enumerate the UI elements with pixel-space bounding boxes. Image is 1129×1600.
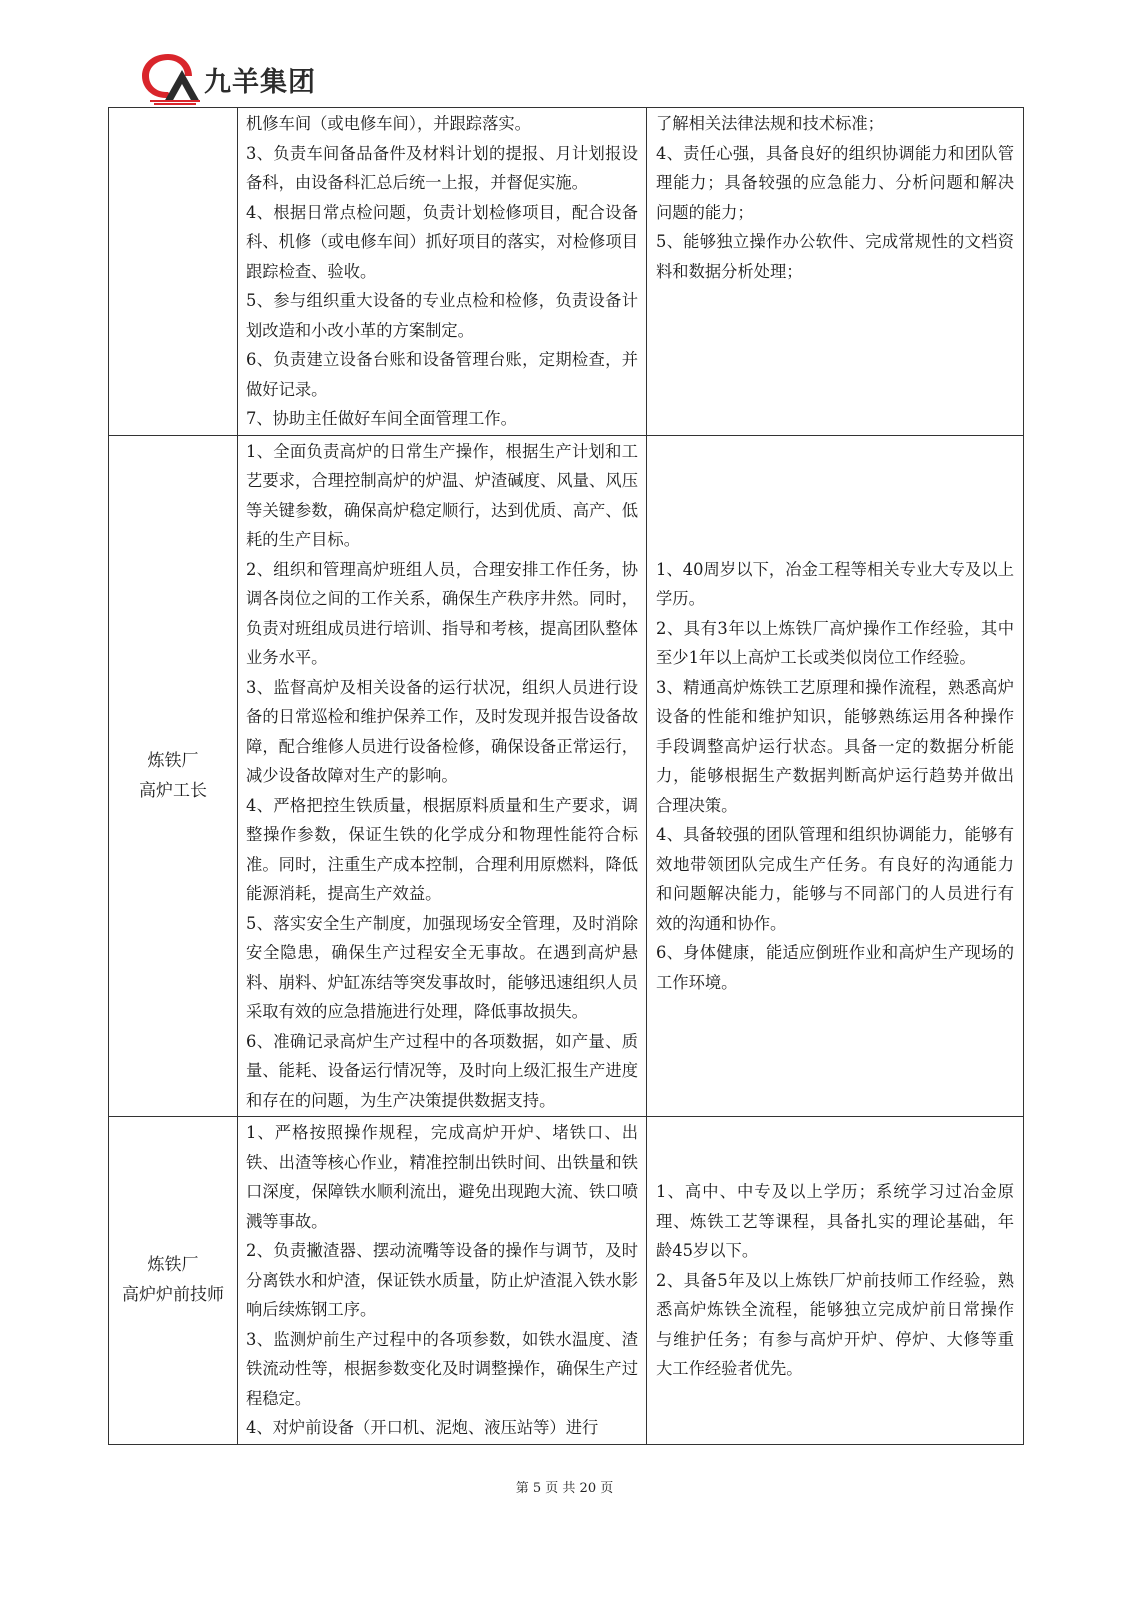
table-row xyxy=(109,1117,1024,1445)
duty-item: 3、负责车间备品备件及材料计划的提报、月计划报设备科，由设备科汇总后统一上报，并督促实施。 xyxy=(246,143,638,192)
requirements-cell xyxy=(647,435,1024,1117)
requirement-item: 4、具备较强的团队管理和组织协调能力，能够有效地带领团队完成生产任务。有良好的沟通能力和问题解决能力，能够与不同部门的人员进行有效的沟通和协作。 xyxy=(656,825,1014,933)
job-table xyxy=(108,107,1024,1445)
requirement-item: 4、责任心强，具备良好的组织协调能力和团队管理能力；具备较强的应急能力、分析问题和解决问题的能力； xyxy=(656,143,1014,222)
requirement-item: 了解相关法律法规和技术标准； xyxy=(656,114,884,133)
duty-item: 6、准确记录高炉生产过程中的各项数据，如产量、质量、能耗、设备运行情况等，及时向上级汇报生产进度和存在的问题，为生产决策提供数据支持。 xyxy=(246,1031,638,1110)
duty-item: 3、监测炉前生产过程中的各项参数，如铁水温度、渣铁流动性等，根据参数变化及时调整操作，确保生产过程稳定。 xyxy=(246,1329,638,1408)
duty-item: 1、全面负责高炉的日常生产操作，根据生产计划和工艺要求，合理控制高炉的炉温、炉渣碱度、风量、风压等关键参数，确保高炉稳定顺行，达到优质、高产、低耗的生产目标。 xyxy=(246,441,638,549)
position-name: 高炉工长 xyxy=(139,780,207,801)
position-cell xyxy=(109,108,238,436)
duty-item: 4、对炉前设备（开口机、泥炮、液压站等）进行 xyxy=(246,1418,599,1437)
duty-item: 机修车间（或电修车间），并跟踪落实。 xyxy=(246,114,531,133)
requirement-item: 6、身体健康，能适应倒班作业和高炉生产现场的工作环境。 xyxy=(656,943,1014,992)
duties-cell xyxy=(238,108,647,436)
position-name: 炼铁厂 xyxy=(147,750,199,771)
requirement-item: 3、精通高炉炼铁工艺原理和操作流程，熟悉高炉设备的性能和维护知识，能够熟练运用各种操作手段调整高炉运行状态。具备一定的数据分析能力，能够根据生产数据判断高炉运行趋势并做出合理决策。 xyxy=(656,677,1014,815)
position-cell xyxy=(109,1117,238,1445)
duty-item: 4、根据日常点检问题，负责计划检修项目，配合设备科、机修（或电修车间）抓好项目的落实，对检修项目跟踪检查、验收。 xyxy=(246,202,638,281)
duty-item: 6、负责建立设备台账和设备管理台账，定期检查，并做好记录。 xyxy=(246,350,638,399)
jiuyang-logo-icon xyxy=(138,48,210,106)
page-footer: 第 5 页 共 20 页 xyxy=(515,1481,614,1496)
requirements-cell xyxy=(647,108,1024,436)
position-name: 高炉炉前技师 xyxy=(122,1285,224,1306)
requirements-cell xyxy=(647,1117,1024,1445)
duty-item: 7、协助主任做好车间全面管理工作。 xyxy=(246,409,517,428)
table-row xyxy=(109,108,1024,436)
requirement-item: 1、高中、中专及以上学历；系统学习过冶金原理、炼铁工艺等课程，具备扎实的理论基础，年龄45岁以下。 xyxy=(656,1182,1014,1260)
company-name: 九羊集团 xyxy=(204,67,316,98)
requirement-item: 5、能够独立操作办公软件、完成常规性的文档资料和数据分析处理； xyxy=(656,232,1014,281)
requirement-item: 2、具有3年以上炼铁厂高炉操作工作经验，其中至少1年以上高炉工长或类似岗位工作经验。 xyxy=(656,618,1014,667)
duty-item: 5、参与组织重大设备的专业点检和检修，负责设备计划改造和小改小革的方案制定。 xyxy=(246,291,638,340)
requirement-item: 2、具备5年及以上炼铁厂炉前技师工作经验，熟悉高炉炼铁全流程，能够独立完成炉前日常操作与维护任务；有参与高炉开炉、停炉、大修等重大工作经验者优先。 xyxy=(656,1270,1014,1378)
duty-item: 1、严格按照操作规程，完成高炉开炉、堵铁口、出铁、出渣等核心作业，精准控制出铁时间、出铁量和铁口深度，保障铁水顺利流出，避免出现跑大流、铁口喷溅等事故。 xyxy=(246,1123,638,1231)
duties-cell xyxy=(238,1117,647,1445)
position-cell xyxy=(109,435,238,1117)
table-row xyxy=(109,435,1024,1117)
duty-item: 2、负责撇渣器、摆动流嘴等设备的操作与调节，及时分离铁水和炉渣，保证铁水质量，防止炉渣混入铁水影响后续炼钢工序。 xyxy=(246,1241,638,1319)
duty-item: 4、严格把控生铁质量，根据原料质量和生产要求，调整操作参数，保证生铁的化学成分和物理性能符合标准。同时，注重生产成本控制，合理利用原燃料，降低能源消耗，提高生产效益。 xyxy=(246,795,638,903)
duty-item: 2、组织和管理高炉班组人员，合理安排工作任务，协调各岗位之间的工作关系，确保生产秩序井然。同时，负责对班组成员进行培训、指导和考核，提高团队整体业务水平。 xyxy=(246,559,638,667)
duty-item: 5、落实安全生产制度，加强现场安全管理，及时消除安全隐患，确保生产过程安全无事故。在遇到高炉悬料、崩料、炉缸冻结等突发事故时，能够迅速组织人员采取有效的应急措施进行处理，降低事故损失。 xyxy=(246,913,638,1021)
position-name: 炼铁厂 xyxy=(147,1255,199,1276)
requirement-item: 1、40周岁以下，冶金工程等相关专业大专及以上学历。 xyxy=(656,559,1014,608)
duties-cell xyxy=(238,435,647,1117)
page-header xyxy=(138,48,998,108)
duty-item: 3、监督高炉及相关设备的运行状况，组织人员进行设备的日常巡检和维护保养工作，及时发现并报告设备故障，配合维修人员进行设备检修，确保设备正常运行，减少设备故障对生产的影响。 xyxy=(246,677,638,785)
